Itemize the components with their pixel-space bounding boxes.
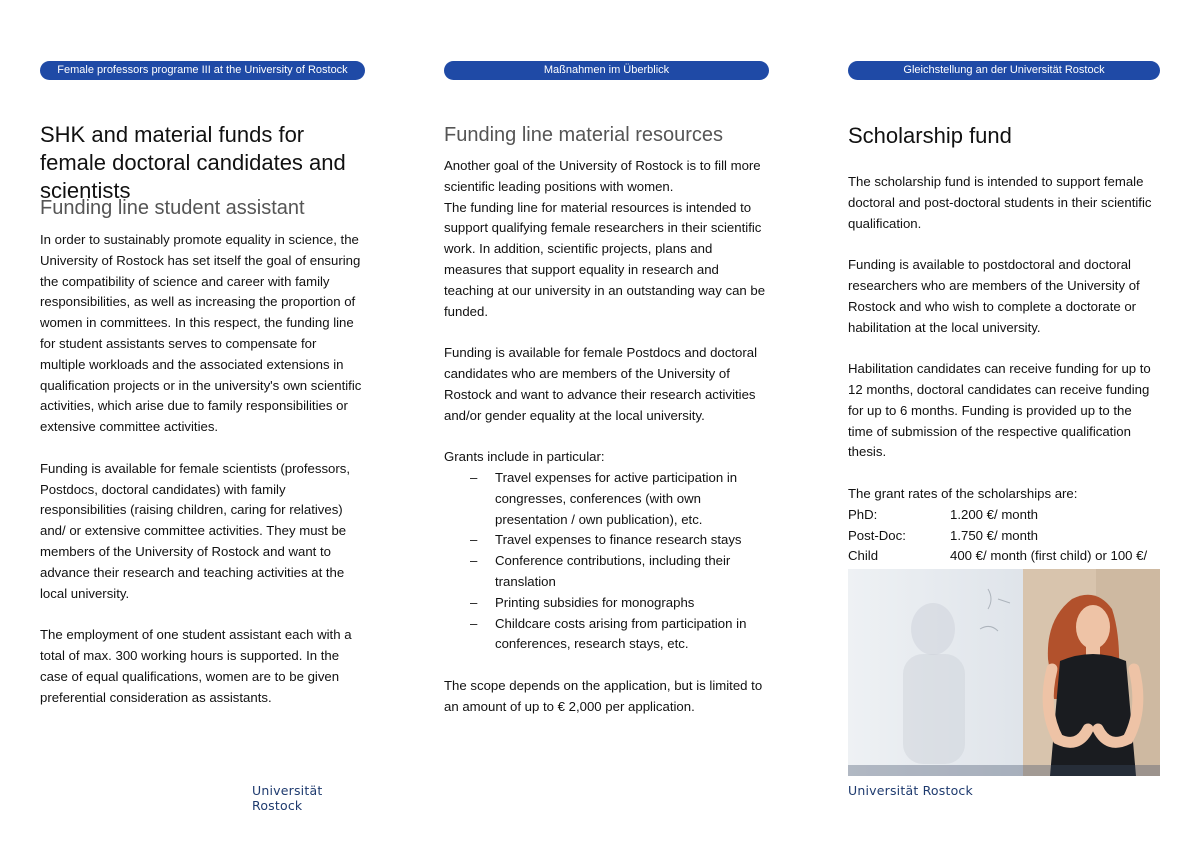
rate-label: PhD: (848, 506, 878, 522)
rate-value: 1.750 €/ month (950, 527, 1038, 543)
right-body (848, 172, 1160, 588)
middle-banner: Maßnahmen im Überblick (444, 61, 769, 80)
rate-value: 400 €/ month (first child) or 100 €/ (950, 548, 1148, 564)
grants-list (444, 468, 769, 655)
grant-item: – Printing subsidies for monographs (444, 593, 769, 614)
left-body (40, 230, 365, 729)
left-paragraph: Funding is available for female scientists (professors, Postdocs, doctoral candidates) with family responsibilities (raising children, caring for relatives) and/ or extensive committee activities. They must be members of the University of Rostock and want to advance their research and teaching activities at the local university. (40, 460, 351, 601)
left-paragraph: The employment of one student assistant each with a total of max. 300 working hours is supported. In the case of equal qualifications, women are to be given preferential consideration as assistants. (40, 627, 352, 705)
rate-label: Post-Doc: (848, 527, 906, 543)
researcher-photo (848, 569, 1160, 776)
grant-item: – Childcare costs arising from participation in conferences, research stays, etc. (470, 615, 747, 652)
right-paragraph: The scholarship fund is intended to support female doctoral and post-doctoral students in their scientific qualification. (848, 174, 1152, 231)
dash-bullet-icon: – (470, 469, 478, 485)
dash-bullet-icon: – (470, 532, 478, 548)
middle-intro: Another goal of the University of Rostock is to fill more scientific leading positions with women. (444, 158, 761, 194)
left-banner: Female professors programe III at the University of Rostock (40, 61, 365, 80)
grants-heading: Grants include in particular: (444, 449, 605, 465)
rate-value: 1.200 €/ month (950, 506, 1038, 522)
grant-item: – Travel expenses for active participation in congresses, conferences (with own presentation / own publication), etc. (470, 469, 738, 527)
grant-item: – Travel expenses to finance research stays (444, 530, 769, 551)
dash-bullet-icon: – (470, 615, 478, 631)
middle-panel (444, 0, 769, 849)
rates-heading: The grant rates of the scholarships are: (848, 485, 1078, 501)
grant-item: – Conference contributions, including their translation (470, 553, 731, 589)
dash-bullet-icon: – (470, 594, 478, 610)
right-banner: Gleichstellung an der Universität Rostock (848, 61, 1160, 80)
left-paragraph: In order to sustainably promote equality in science, the University of Rostock has set itself the goal of ensuring the compatibility of science and career with family responsibilities, as well as increasing the proportion of women in committees. In this respect, the funding line for student assistants serves to compensate for multiple workloads and the associated extensions in qualification projects or in the university's own scientific activities, which arise due to family responsibilities or extensive committee activities. (40, 232, 362, 435)
right-panel (848, 0, 1160, 849)
left-subtitle: Funding line student assistant (40, 197, 305, 219)
right-title: Scholarship fund (848, 123, 1012, 148)
middle-title: Funding line material resources (444, 124, 724, 146)
middle-scope: The scope depends on the application, but is limited to an amount of up to € 2,000 per application. (444, 677, 763, 714)
researcher-photo-illustration (848, 569, 1160, 776)
right-paragraph: Funding is available to postdoctoral and doctoral researchers who are members of the University of Rostock and who wish to complete a doctorate or habilitation at the local university. (848, 257, 1140, 335)
left-footer-logo-text: Universität Rostock (252, 783, 323, 813)
left-title: SHK and material funds for female doctoral candidates and scientists (40, 122, 346, 203)
right-footer-logo-text: Universität Rostock (848, 783, 973, 798)
dash-bullet-icon: – (470, 553, 478, 569)
rate-label: Child (848, 548, 879, 564)
right-paragraph: Habilitation candidates can receive funding for up to 12 months, doctoral candidates can receive funding for up to 6 months. Funding is provided up to the time of submission of the respective qualification thesis. (848, 361, 1151, 460)
left-panel (40, 0, 365, 849)
middle-body (444, 156, 769, 738)
middle-intro: The funding line for material resources is intended to support qualifying female researchers in their scientific work. In addition, scientific projects, plans and measures that support equality in research and teaching at our university in an outstanding way can be funded. (444, 199, 766, 319)
middle-eligibility: Funding is available for female Postdocs and doctoral candidates who are members of the University of Rostock and want to advance their research activities and/or gender equality at the local university. (444, 345, 758, 423)
